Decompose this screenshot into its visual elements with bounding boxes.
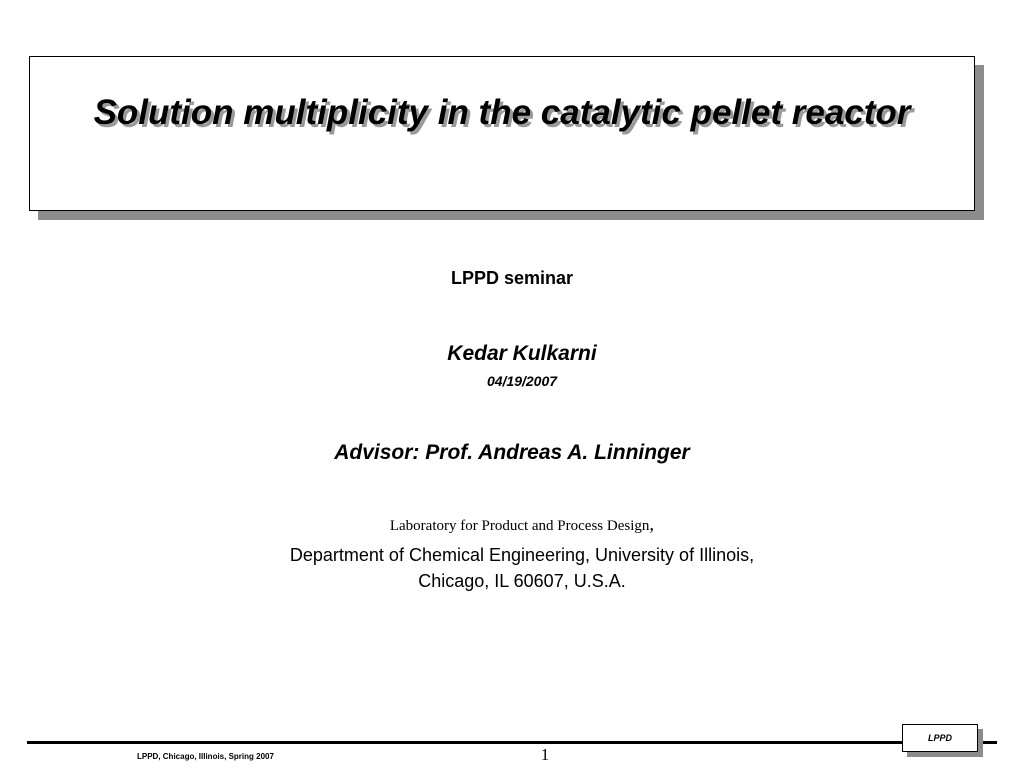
lab-name: Laboratory for Product and Process Design (389, 518, 650, 534)
footer-divider (27, 741, 997, 744)
footer-logo-badge (902, 724, 978, 752)
department-line: Department of Chemical Engineering, University of Illinois, (289, 545, 755, 565)
footer-caption: LPPD, Chicago, Illinois, Spring 2007 (137, 752, 274, 761)
lab-comma: , (649, 514, 655, 535)
slide-title: Solution multiplicity in the catalytic pellet reactor (93, 93, 911, 132)
seminar-label: LPPD seminar (450, 268, 574, 288)
advisor-line: Advisor: Prof. Andreas A. Linninger (334, 441, 690, 464)
address-line: Chicago, IL 60607, U.S.A. (418, 571, 626, 591)
lab-line (10, 514, 1024, 536)
footer-badge-label: LPPD (927, 733, 952, 743)
author-name: Kedar Kulkarni (447, 342, 597, 365)
affiliation-block (10, 542, 1024, 594)
title-box (29, 56, 975, 211)
page-number: 1 (540, 745, 550, 764)
presentation-date: 04/19/2007 (486, 373, 558, 389)
